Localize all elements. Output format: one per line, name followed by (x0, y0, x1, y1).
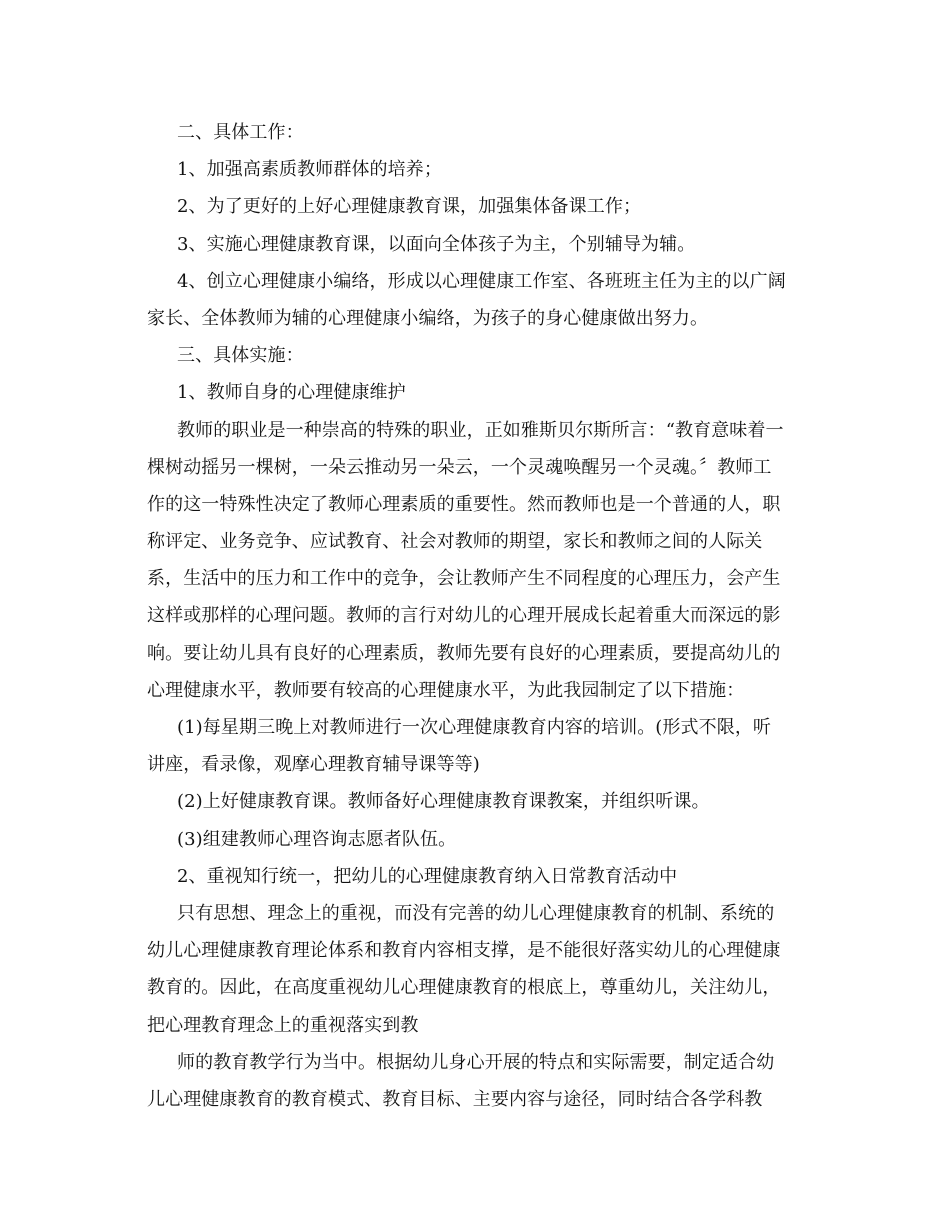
paragraph-line: 儿心理健康教育的教育模式、教育目标、主要内容与途径，同时结合各学科教 (147, 1088, 763, 1110)
paragraph-line: 称评定、业务竞争、应试教育、社会对教师的期望，家长和教师之间的人际关 (147, 531, 763, 553)
paragraph-line: 系，生活中的压力和工作中的竞争，会让教师产生不同程度的心理压力，会产生 (147, 568, 781, 590)
paragraph-line: (3)组建教师心理咨询志愿者队伍。 (177, 828, 457, 850)
paragraph-line: 教师的职业是一种崇高的特殊的职业，正如雅斯贝尔斯所言：“教育意味着一 (177, 419, 784, 441)
paragraph-line: 教育的。因此，在高度重视幼儿心理健康教育的根底上，尊重幼儿，关注幼儿， (147, 977, 781, 999)
paragraph-line: 3、实施心理健康教育课，以面向全体孩子为主，个别辅导为辅。 (177, 233, 696, 255)
paragraph-line: 1、加强高素质教师群体的培养； (177, 159, 442, 181)
paragraph-line: 棵树动摇另一棵树，一朵云推动另一朵云，一个灵魂唤醒另一个灵魂。〞教师工 (147, 456, 772, 478)
paragraph-line: 这样或那样的心理问题。教师的言行对幼儿的心理开展成长起着重大而深远的影 (147, 605, 781, 627)
paragraph-line: 心理健康水平，教师要有较高的心理健康水平，为此我园制定了以下措施： (147, 679, 745, 701)
paragraph-line: 讲座，看录像，观摩心理教育辅导课等等) (147, 754, 480, 776)
paragraph-line: 4、创立心理健康小编络，形成以心理健康工作室、各班班主任为主的以广阔 (177, 270, 786, 292)
subsection-heading: 1、教师自身的心理健康维护 (177, 382, 406, 404)
paragraph-line: 幼儿心理健康教育理论体系和教育内容相支撑，是不能很好落实幼儿的心理健康 (147, 940, 781, 962)
paragraph-line: 家长、全体教师为辅的心理健康小编络，为孩子的身心健康做出努力。 (147, 307, 709, 329)
paragraph-line: 只有思想、理念上的重视，而没有完善的幼儿心理健康教育的机制、系统的 (177, 902, 775, 924)
subsection-heading: 2、重视知行统一，把幼儿的心理健康教育纳入日常教育活动中 (177, 865, 678, 887)
section-heading: 二、具体工作： (177, 122, 304, 143)
paragraph-line: (1)每星期三晚上对教师进行一次心理健康教育内容的培训。(形式不限，听 (177, 717, 772, 738)
paragraph-line: 2、为了更好的上好心理健康教育课，加强集体备课工作； (177, 196, 642, 218)
paragraph-line: 师的教育教学行为当中。根据幼儿身心开展的特点和实际需要，制定适合幼 (177, 1051, 775, 1073)
paragraph-line: 响。要让幼儿具有良好的心理素质，教师先要有良好的心理素质，要提高幼儿的 (147, 642, 781, 664)
paragraph-line: (2)上好健康教育课。教师备好心理健康教育课教案，并组织听课。 (177, 791, 710, 813)
paragraph-line: 把心理教育理念上的重视落实到教 (147, 1014, 419, 1036)
document-body (147, 114, 807, 1118)
section-heading: 三、具体实施： (177, 345, 304, 367)
paragraph-line: 作的这一特殊性决定了教师心理素质的重要性。然而教师也是一个普通的人，职 (147, 493, 781, 515)
